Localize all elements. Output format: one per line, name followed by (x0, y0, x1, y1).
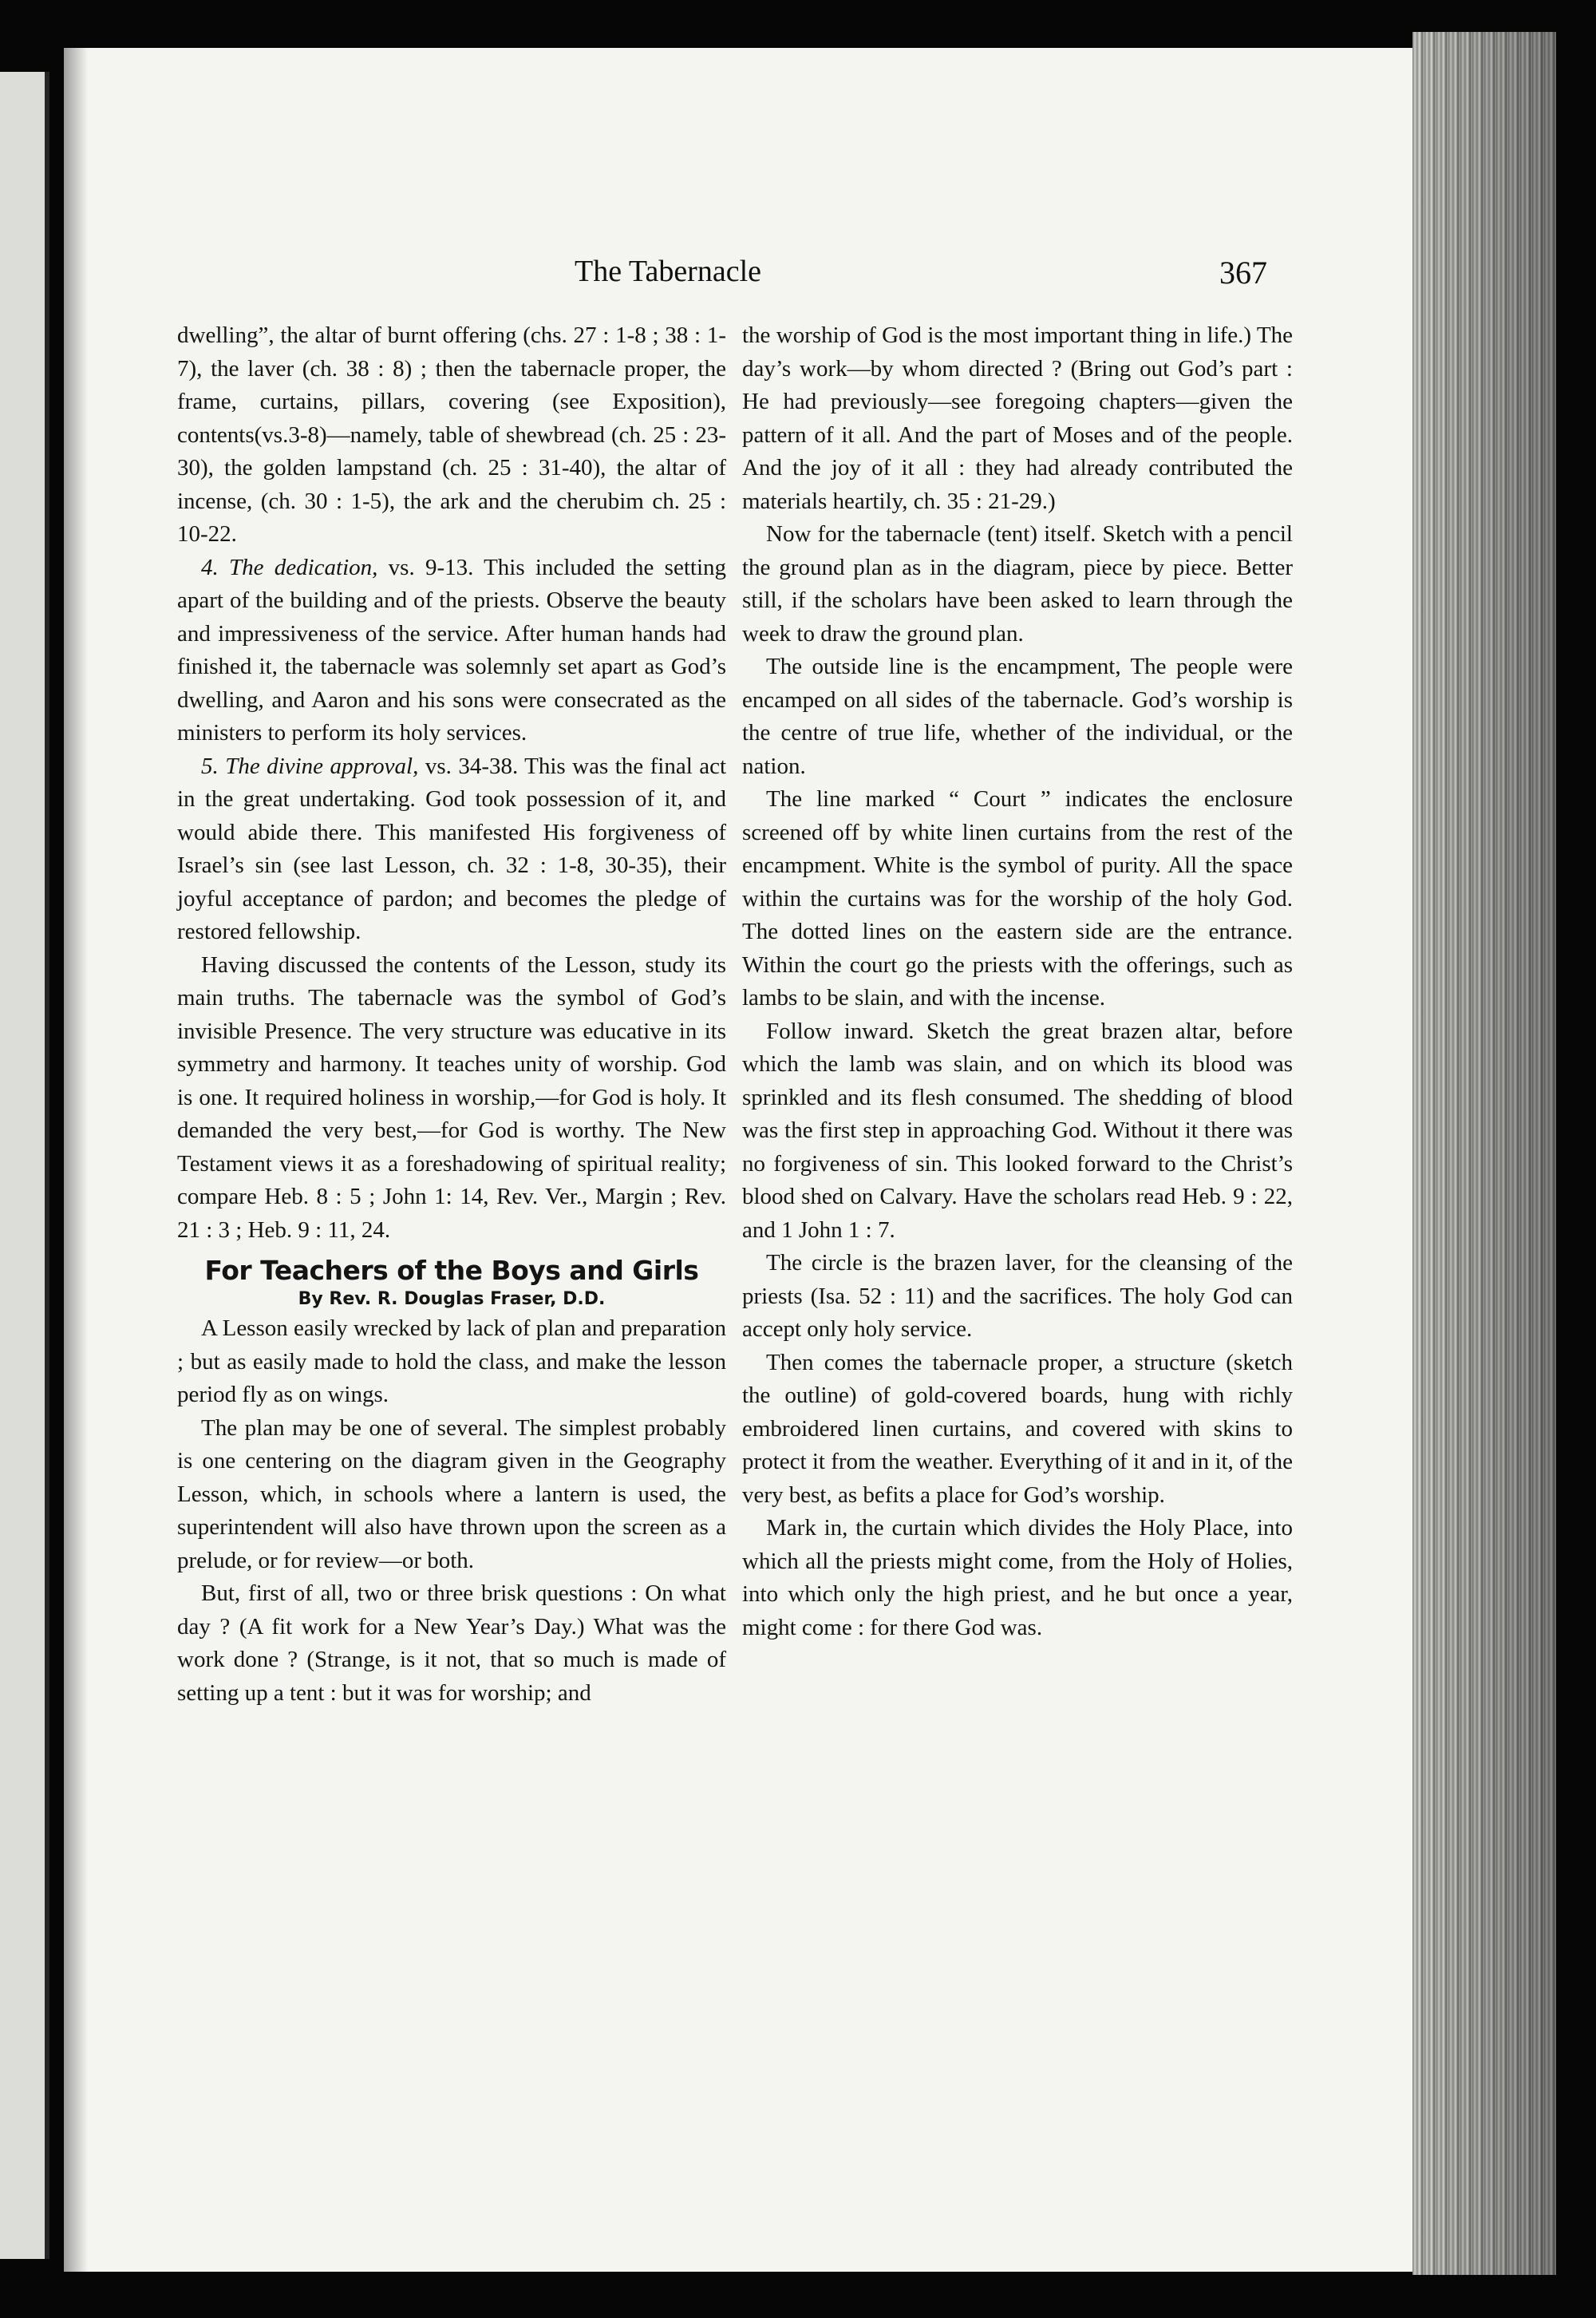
left-column (177, 319, 726, 1710)
section-heading: For Teachers of the Boys and Girls (204, 1255, 699, 1286)
paragraph: Having discussed the contents of the Lesson, study its main truths. The tabernacle was the symbol of God’s invisible Presence. The very structure was educative in its symmetry and harmony. It teaches unity of worship. God is one. It required holiness in worship,—for God is holy. It demanded the very best,—for God is worthy. The New Testament views it as a foreshadowing of spiritual reality; compare Heb. 8 : 5 ; John 1: 14, Rev. Ver., Margin ; Rev. 21 : 3 ; Heb. 9 : 11, 24. (177, 951, 726, 1243)
paragraph: The plan may be one of several. The simplest probably is one centering on the diagram given in the Geography Lesson, which, in schools where a lantern is used, the superintendent will also have thrown upon the screen as a prelude, or for review—or both. (177, 1414, 726, 1573)
paragraph: The line marked “ Court ” indicates the enclosure screened off by white linen curtains from the rest of the encampment. White is the symbol of purity. All the space within the curtains was for the worship of the holy God. The dotted lines on the eastern side are the entrance. Within the court go the priests with the offerings, such as lambs to be slain, and with the incense. (742, 786, 1293, 1011)
paragraph-label: 5. The divine approval, (201, 753, 419, 779)
paragraph-text: vs. 34-38. This was the final act in the great undertaking. God took possession of it, and would abide there. This manifested His forgiveness of Israel’s sin (see last Lesson, ch. 32 : 1-8, 30-35), their joyful acceptance of pardon; and becomes the pledge of restored fellowship. (177, 753, 727, 944)
page-edges-shadow (1412, 32, 1556, 2275)
paragraph (177, 750, 726, 949)
paragraph-text: vs. 9-13. This included the setting apart of the building and of the priests. Observe the beauty and impressiveness of the service. After human hands had finished it, the tabernacle was solemnly set apart as God’s dwelling, and Aaron and his sons were consecrated as the ministers to perform its holy services. (177, 554, 727, 746)
paragraph: Mark in, the curtain which divides the Holy Place, into which all the priests might come, from the Holy of Holies, into which only the high priest, and he but once a year, might come : for there God was. (742, 1515, 1293, 1640)
running-head (575, 254, 1293, 299)
paragraph (177, 552, 726, 750)
right-column (742, 319, 1293, 1644)
page-number: 367 (1219, 255, 1267, 291)
paragraph: The outside line is the encampment, The people were encamped on all sides of the tabernacle. God’s worship is the centre of true life, whether of the individual, or the nation. (742, 654, 1293, 779)
paragraph: dwelling”, the altar of burnt offering (chs. 27 : 1-8 ; 38 : 1-7), the laver (ch. 38 : 8) ; then the tabernacle proper, the frame, curtains, pillars, covering (see Exposition), contents(vs.3-8)—namely, table of shewbread (ch. 25 : 23-30), the golden lampstand (ch. 25 : 31-40), the altar of incense, (ch. 30 : 1-5), the ark and the cherubim ch. 25 : 10-22. (177, 322, 726, 547)
paragraph: A Lesson easily wrecked by lack of plan and preparation ; but as easily made to hold the class, and make the lesson period fly as on wings. (177, 1315, 726, 1407)
paragraph: Now for the tabernacle (tent) itself. Sketch with a pencil the ground plan as in the diagram, piece by piece. Better still, if the scholars have been asked to learn through the week to draw the ground plan. (742, 521, 1293, 647)
gutter-shadow (64, 48, 88, 2272)
paragraph: the worship of God is the most important thing in life.) The day’s work—by whom directed ? (Bring out God’s part : He had previously—see foregoing chapters—given the pattern of it all. And the part of Moses and of the people. And the joy of it all : they had already contributed the materials heartily, ch. 35 : 21-29.) (742, 322, 1293, 514)
facing-page-edge (0, 72, 49, 2259)
running-title: The Tabernacle (575, 255, 761, 288)
paragraph-label: 4. The dedication, (201, 554, 378, 580)
paragraph: Then comes the tabernacle proper, a structure (sketch the outline) of gold-covered boards, hung with richly embroidered linen curtains, and covered with skins to protect it from the weather. Everything of it and in it, of the very best, as befits a place for God’s worship. (742, 1349, 1293, 1508)
paragraph: Follow inward. Sketch the great brazen altar, before which the lamb was slain, and on which its blood was sprinkled and its flesh consumed. The shedding of blood was the first step in approaching God. Without it there was no forgiveness of sin. This looked forward to the Christ’s blood shed on Calvary. Have the scholars read Heb. 9 : 22, and 1 John 1 : 7. (742, 1018, 1293, 1243)
paragraph: The circle is the brazen laver, for the cleansing of the priests (Isa. 52 : 11) and the sacrifices. The holy God can accept only holy service. (742, 1250, 1293, 1342)
paragraph: But, first of all, two or three brisk questions : On what day ? (A fit work for a New Year’s Day.) What was the work done ? (Strange, is it not, that so much is made of setting up a tent : but it was for worship; and (177, 1580, 726, 1706)
section-byline: By Rev. R. Douglas Fraser, D.D. (298, 1289, 606, 1309)
